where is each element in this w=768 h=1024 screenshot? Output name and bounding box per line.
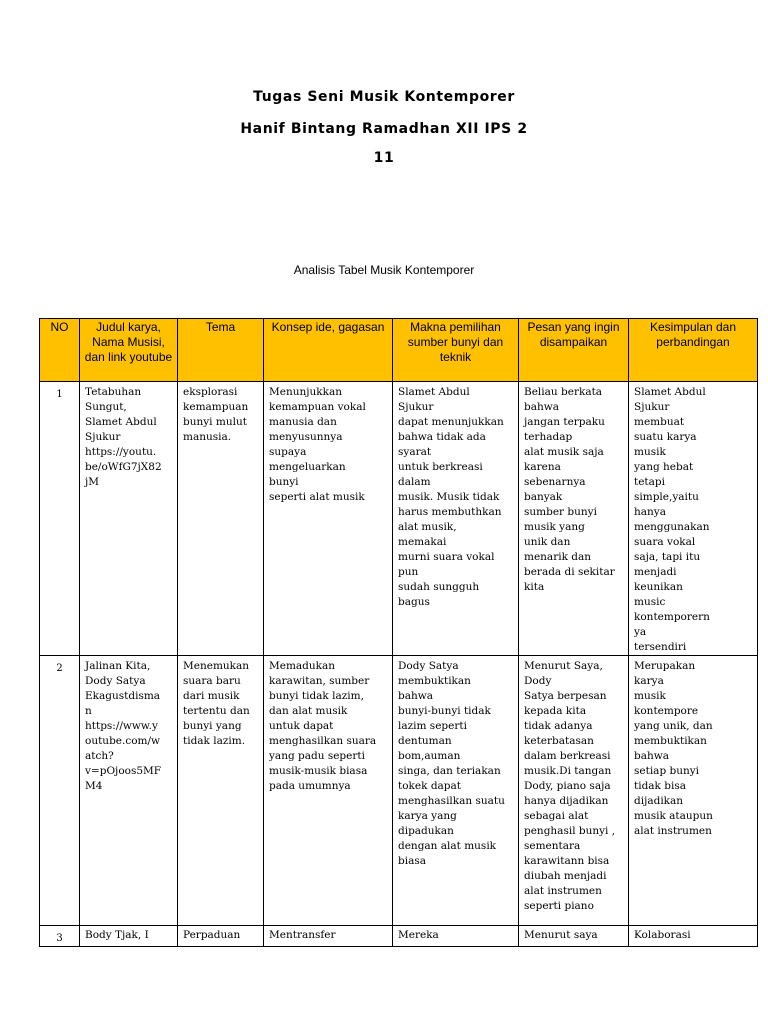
header-makna: Makna pemilihan sumber bunyi dan teknik: [393, 319, 519, 382]
cell-tema: Perpaduan: [178, 926, 264, 947]
cell-pesan: Menurut saya: [519, 926, 629, 947]
cell-makna: Dody Satya membuktikan bahwa bunyi-bunyi tidak lazim seperti dentuman bom,auman singa, dan teriakan tokek dapat menghasilkan suatu karya yang dipadukan dengan alat musik biasa: [393, 656, 519, 926]
absen-number: 11: [373, 150, 395, 166]
document-title: Tugas Seni Musik Kontemporer: [253, 89, 515, 105]
analysis-table: [39, 318, 758, 947]
header-no: NO: [40, 319, 80, 382]
header-konsep: Konsep ide, gagasan: [264, 319, 393, 382]
cell-tema: eksplorasi kemampuan bunyi mulut manusia.: [178, 382, 264, 656]
cell-judul-karya: Body Tjak, I: [80, 926, 178, 947]
header-judul-karya: Judul karya, Nama Musisi, dan link youtube: [80, 319, 178, 382]
author-line: Hanif Bintang Ramadhan XII IPS 2: [240, 121, 528, 137]
cell-judul-karya: Jalinan Kita, Dody Satya Ekagustdisma n https://www.y outube.com/w atch? v=pOjoos5MF M4: [80, 656, 178, 926]
header-pesan: Pesan yang ingin disampaikan: [519, 319, 629, 382]
cell-kesimpulan: Kolaborasi: [629, 926, 758, 947]
header-tema: Tema: [178, 319, 264, 382]
header-kesimpulan: Kesimpulan dan perbandingan: [629, 319, 758, 382]
cell-konsep: Mentransfer: [264, 926, 393, 947]
table-row: [40, 926, 758, 947]
cell-makna: Slamet Abdul Sjukur dapat menunjukkan bahwa tidak ada syarat untuk berkreasi dalam musik. Musik tidak harus membuthkan alat musik, memakai murni suara vokal pun sudah sungguh bagus: [393, 382, 519, 656]
cell-tema: Menemukan suara baru dari musik tertentu dan bunyi yang tidak lazim.: [178, 656, 264, 926]
cell-kesimpulan: Merupakan karya musik kontempore yang unik, dan membuktikan bahwa setiap bunyi tidak bisa dijadikan musik ataupun alat instrumen: [629, 656, 758, 926]
row-number: 2: [40, 656, 80, 926]
table-header-row: [40, 319, 758, 382]
cell-kesimpulan: Slamet Abdul Sjukur membuat suatu karya musik yang hebat tetapi simple,yaitu hanya menggunakan suara vokal saja, tapi itu menjadi keunikan music kontemporern ya tersendiri: [629, 382, 758, 656]
row-number: 1: [40, 382, 80, 656]
table-row: [40, 656, 758, 926]
cell-pesan: Menurut Saya, Dody Satya berpesan kepada kita tidak adanya keterbatasan dalam berkreasi musik.Di tangan Dody, piano saja hanya dijadikan sebagai alat penghasil bunyi , sementara karawitann bisa diubah menjadi alat instrumen seperti piano: [519, 656, 629, 926]
cell-konsep: Memadukan karawitan, sumber bunyi tidak lazim, dan alat musik untuk dapat menghasilkan suara yang padu seperti musik-musik biasa pada umumnya: [264, 656, 393, 926]
cell-judul-karya: Tetabuhan Sungut, Slamet Abdul Sjukur https://youtu. be/oWfG7jX82 jM: [80, 382, 178, 656]
table-row: [40, 382, 758, 656]
cell-pesan: Beliau berkata bahwa jangan terpaku terhadap alat musik saja karena sebenarnya banyak sumber bunyi musik yang unik dan menarik dan berada di sekitar kita: [519, 382, 629, 656]
cell-konsep: Menunjukkan kemampuan vokal manusia dan menyusunnya supaya mengeluarkan bunyi seperti alat musik: [264, 382, 393, 656]
row-number: 3: [40, 926, 80, 947]
table-caption: Analisis Tabel Musik Kontemporer: [293, 263, 475, 277]
cell-makna: Mereka: [393, 926, 519, 947]
